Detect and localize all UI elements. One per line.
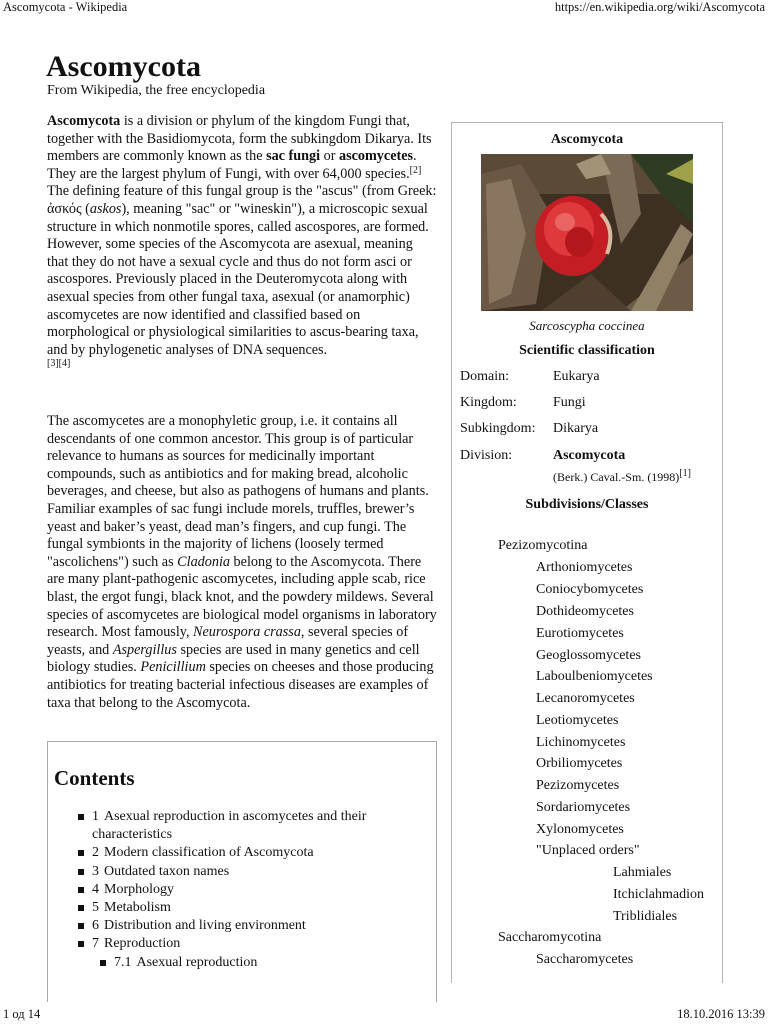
- taxon-row-kingdom: Kingdom: Fungi: [460, 395, 586, 410]
- taxon-order[interactable]: Itchiclahmadion: [613, 887, 704, 902]
- site-tagline: From Wikipedia, the free encyclopedia: [47, 83, 266, 98]
- citation-link[interactable]: [2]: [409, 164, 422, 176]
- taxon-row-subkingdom: Subkingdom: Dikarya: [460, 421, 599, 436]
- toc-item[interactable]: 5 Metabolism: [78, 899, 428, 917]
- subdivisions-heading: Subdivisions/Classes: [525, 497, 649, 512]
- bullet-icon: [78, 850, 84, 856]
- taxon-class[interactable]: Lichinomycetes: [536, 735, 626, 750]
- taxon-class[interactable]: Geoglossomycetes: [536, 648, 641, 663]
- sarcoscypha-image: [481, 154, 693, 311]
- body-paragraph: The ascomycetes are a monophyletic group, i.e. it contains all descendants of one common ancestor. This group is of particular relevance to humans as sources for medicinally important compounds, such as antibiotics and for making bread, alcoholic beverages, and cheese, but also as pathogens of humans and plants. Familiar examples of sac fungi include morels, truffles, brewer’s yeast and baker’s yeast, dead man’s fingers, and cup fungi. The fungal symbionts in the majority of lichens (loosely termed "ascolichens") such as Cladonia belong to the Ascomycota. There are many plant-pathogenic ascomycetes, including apple scab, rice blast, the ergot fungi, black knot, and the powdery mildews. Several species of ascomycetes are biological model organisms in laboratory research. Most famously, Neurospora crassa, several species of yeasts, and Aspergillus species are used in many genetics and cell biology studies. Penicillium species on cheeses and those producing antibiotics for treating bacterial infectious diseases are examples of taxa that belong to the Ascomycota.: [47, 413, 437, 711]
- bullet-icon: [78, 814, 84, 820]
- taxon-class[interactable]: Sordariomycetes: [536, 800, 631, 815]
- taxon-class[interactable]: Orbiliomycetes: [536, 756, 623, 771]
- taxobox: [451, 122, 723, 983]
- taxon-authority: (Berk.) Caval.-Sm. (1998)[1]: [553, 468, 691, 484]
- bullet-icon: [78, 905, 84, 911]
- toc-item[interactable]: 6 Distribution and living environment: [78, 917, 428, 935]
- taxon-subdivision[interactable]: Pezizomycotina: [498, 538, 588, 553]
- infobox-title: Ascomycota: [550, 132, 624, 147]
- lead-paragraph: Ascomycota is a division or phylum of the kingdom Fungi that, together with the Basidiomycota, form the subkingdom Dikarya. Its members are commonly known as the sac fungi or ascomycetes. They are the largest phylum of Fungi, with over 64,000 species.[2] The defining feature of this fungal group is the "ascus" (from Greek: ἀσκός (askos), meaning "sac" or "wineskin"), a microscopic sexual structure in which nonmotile spores, called ascospores, are formed. However, some species of the Ascomycota are asexual, meaning that they do not have a sexual cycle and thus do not form asci or ascospores. Previously placed in the Deuteromycota along with asexual species from other fungal taxa, asexual (or anamorphic) ascomycetes are now identified and classified based on morphological or physiological similarities to ascus-bearing taxa, and by phylogenetic analyses of DNA sequences. [3][4]: [47, 113, 437, 370]
- toc-item[interactable]: 3 Outdated taxon names: [78, 863, 428, 881]
- toc-item[interactable]: 2 Modern classification of Ascomycota: [78, 844, 428, 862]
- taxon-class[interactable]: Coniocybomycetes: [536, 582, 644, 597]
- browser-url[interactable]: https://en.wikipedia.org/wiki/Ascomycota: [554, 0, 765, 14]
- image-caption: Sarcoscypha coccinea: [529, 318, 645, 333]
- taxon-class[interactable]: Saccharomycetes: [536, 952, 634, 967]
- taxon-row-domain: Domain: Eukarya: [460, 369, 600, 384]
- taxon-class[interactable]: Dothideomycetes: [536, 604, 634, 619]
- taxon-class[interactable]: Lecanoromycetes: [536, 691, 635, 706]
- toc-list: [78, 808, 428, 972]
- bullet-icon: [100, 960, 106, 966]
- taxon-order[interactable]: Lahmiales: [613, 865, 672, 880]
- taxon-class[interactable]: Eurotiomycetes: [536, 626, 624, 641]
- bullet-icon: [78, 869, 84, 875]
- taxon-class[interactable]: Leotiomycetes: [536, 713, 619, 728]
- toc-subitem[interactable]: 7.1 Asexual reproduction: [100, 954, 428, 972]
- bullet-icon: [78, 887, 84, 893]
- print-datetime: 18.10.2016 13:39: [677, 1007, 765, 1021]
- taxon-class[interactable]: Xylonomycetes: [536, 822, 624, 837]
- scientific-classification-heading: Scientific classification: [519, 343, 655, 358]
- lead-bold-term: Ascomycota: [47, 113, 121, 129]
- toc-item[interactable]: 1 Asexual reproduction in ascomycetes and their characteristics: [78, 808, 428, 844]
- taxon-unplaced: "Unplaced orders": [536, 843, 640, 858]
- lead-bold-sac-fungi: sac fungi: [266, 148, 321, 165]
- bullet-icon: [78, 923, 84, 929]
- table-of-contents: [47, 741, 437, 1002]
- fungus-photo[interactable]: [481, 154, 693, 311]
- browser-page-title: Ascomycota - Wikipedia: [3, 0, 128, 14]
- taxon-class[interactable]: Pezizomycetes: [536, 778, 620, 793]
- taxon-class[interactable]: Arthoniomycetes: [536, 560, 633, 575]
- lead-bold-ascomycetes: ascomycetes: [338, 148, 414, 165]
- taxon-row-division: Division: Ascomycota: [460, 448, 626, 463]
- taxon-class[interactable]: Laboulbeniomycetes: [536, 669, 653, 684]
- page-counter: 1 од 14: [3, 1007, 41, 1021]
- toc-item[interactable]: 7 Reproduction: [78, 935, 428, 953]
- page-title: Ascomycota: [46, 50, 201, 83]
- citation-link[interactable]: [3][4]: [47, 358, 71, 370]
- toc-item[interactable]: 4 Morphology: [78, 881, 428, 899]
- toc-heading: Contents: [54, 766, 135, 790]
- bullet-icon: [78, 941, 84, 947]
- taxon-subdivision[interactable]: Saccharomycotina: [498, 930, 602, 945]
- taxon-order[interactable]: Triblidiales: [613, 909, 678, 924]
- citation-link[interactable]: [1]: [679, 468, 691, 479]
